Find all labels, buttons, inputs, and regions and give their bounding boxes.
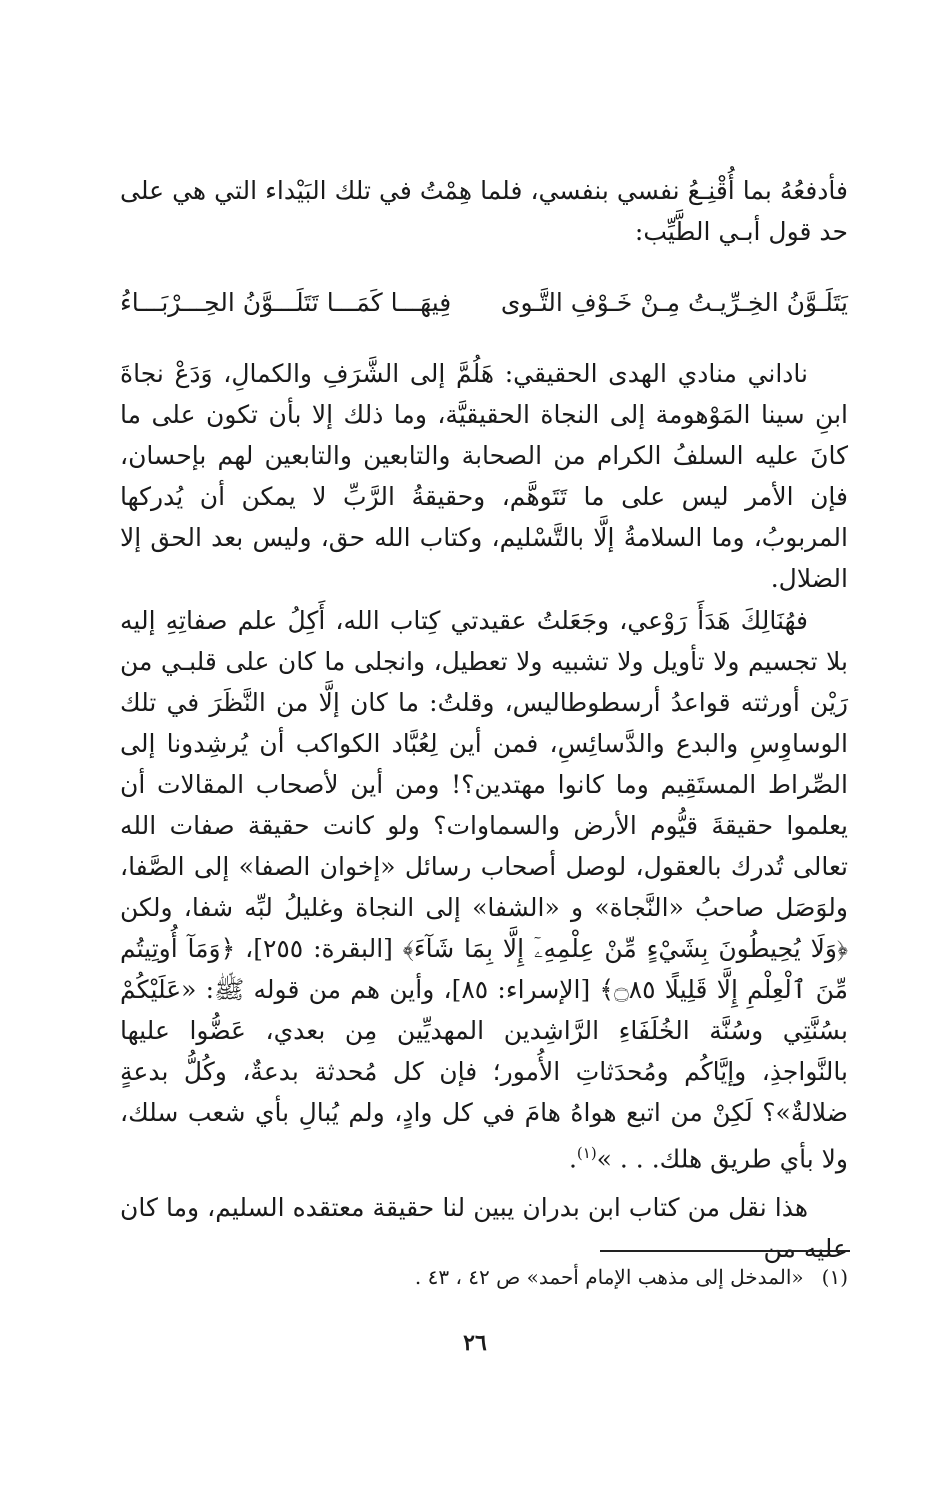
paragraph-4-block (120, 1187, 848, 1269)
paragraph-2: ناداني منادي الهدى الحقيقي: هَلُمَّ إلى الشَّرَفِ والكمالِ، وَدَعْ نجاةَ ابنِ سينا المَوْهومة إلى النجاة الحقيقيَّة، وما ذلك إلا بأن تكون على ما كانَ عليه السلفُ الكرام من الصحابة والتابعين والتابعين لهم بإحسان، فإن الأمر ليس على ما تَتَوهَّم، وحقيقةُ الرَّبِّ لا يمكن أن يُدركها المربوبُ، وما السلامةُ إلَّا بالتَّسْليم، وكتاب الله حق، وليس بعد الحق إلا الضلال. (120, 359, 848, 593)
page-number: ٢٦ (463, 1330, 487, 1356)
paragraph-4: هذا نقل من كتاب ابن بدران يبين لنا حقيقة معتقده السليم، وما كان عليه من (120, 1193, 848, 1263)
verse-first-hemistich: يَتَلَـوَّنُ الخِـرِّيـتُ مِـنْ خَـوْفِ التَّـوى (500, 288, 848, 317)
paragraph-3-end: . (568, 1144, 577, 1174)
paragraph-1-block (120, 170, 848, 252)
footnote-separator (600, 1250, 850, 1252)
paragraph-2-block (120, 353, 848, 599)
footnote-number: (١) (821, 1265, 848, 1289)
paragraph-1: فأدفعُهُ بما أُقْنِـعُ نفسي بنفسي، فلما هِمْتُ في تلك البَيْداء التي هي على حد قول أبـي الطَّيِّب: (120, 176, 848, 246)
verse-second-hemistich: فِيهَـــا كَمَـــا تَتَلَـــوَّنُ الحِـــرْبَـــاءُ (120, 288, 452, 317)
poetry-verse (120, 283, 848, 323)
paragraph-3-text: فهُنَالِكَ هَدَأَ رَوْعي، وجَعَلتُ عقيدتي كِتاب الله، أَكِلُ علم صفاتِهِ إليه بلا تجسيم ولا تأويل ولا تشبيه ولا تعطيل، وانجلى ما كان على قلبـي من رَيْن أورثته قواعدُ أرسطوطاليس، وقلتُ: ما كان إلَّا من النَّظَرَ في تلك الوساوِسِ والبدع والدَّسائِسِ، فمن أين لِعُبَّاد الكواكب أن يُرشِدونا إلى الصِّراط المستَقِيم وما كانوا مهتدين؟! ومن أين لأصحاب المقالات أن يعلموا حقيقةَ قيُّوم الأرض والسماوات؟ ولو كانت حقيقة صفات الله تعالى تُدرك بالعقول، لوصل أصحاب رسائل «إخوان الصفا» إلى الصَّفا، ولوَصَل صاحبُ «النَّجاة» و «الشفا» إلى النجاة وغليلُ لبِّه شفا، ولكن ﴿وَلَا يُحِيطُونَ بِشَيْءٍ مِّنْ عِلْمِهِۦٓ إِلَّا بِمَا شَآءَ﴾ [البقرة: ٢٥٥]، ﴿وَمَآ أُوتِيتُم مِّنَ ٱلْعِلْمِ إِلَّا قَلِيلًا ۝٨٥﴾ [الإسراء: ٨٥]، وأين هم من قوله ﷺ: «عَلَيْكُمْ بسُنَّتِي وسُنَّة الخُلَفَاءِ الرَّاشِدين المهديِّين مِن بعدي، عَضُّوا عليها بالنَّواجذِ، وإيَّاكُم ومُحدَثاتِ الأُمور؛ فإن كل مُحدثة بدعةٌ، وكُلُّ بدعةٍ ضلالةٌ»؟ لَكِنْ من اتبع هواهُ هامَ في كل وادٍ، ولم يُبالِ بأي شعب سلك، ولا بأي طريق هلك. . . » (120, 606, 848, 1174)
paragraph-3 (120, 600, 848, 1179)
footnote-text: «المدخل إلى مذهب الإمام أحمد» ص ٤٢ ، ٤٣ . (414, 1265, 804, 1289)
footnote-reference: (١) (576, 1144, 597, 1162)
paragraph-3-block (120, 600, 848, 1179)
footnote (415, 1262, 848, 1292)
